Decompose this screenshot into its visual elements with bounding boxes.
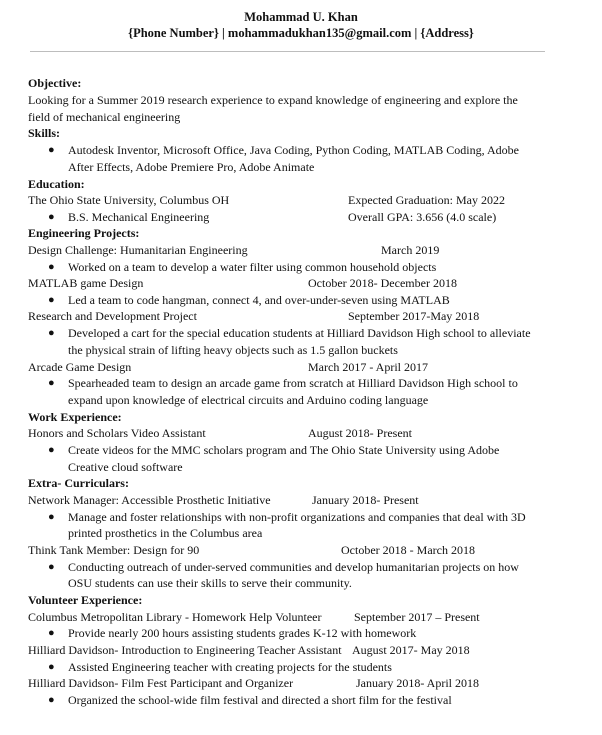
projects-heading: Engineering Projects:: [28, 226, 140, 240]
education-gpa: Overall GPA: 3.656 (4.0 scale): [348, 210, 497, 224]
project-date: March 2019: [381, 243, 440, 257]
objective-line-2: field of mechanical engineering: [28, 110, 181, 124]
work-detail: Create videos for the MMC scholars program and The Ohio State University using Adobe: [68, 443, 500, 457]
extra-date: January 2018- Present: [312, 493, 419, 507]
project-detail: Developed a cart for the special education students at Hilliard Davidson High school to alleviate: [68, 326, 531, 340]
project-title: MATLAB game Design: [28, 276, 144, 290]
extra-date: October 2018 - March 2018: [341, 543, 475, 557]
project-detail: the physical strain of lifting heavy objects such as 1.5 gallon buckets: [68, 343, 398, 357]
volunteer-title: Columbus Metropolitan Library - Homework Help Volunteer: [28, 610, 322, 624]
objective-line-1: Looking for a Summer 2019 research experience to expand knowledge of engineering and explore the: [28, 93, 518, 107]
project-date: September 2017-May 2018: [348, 309, 480, 323]
volunteer-title: Hilliard Davidson- Film Fest Participant and Organizer: [28, 676, 294, 690]
bullet-icon: ●: [48, 627, 55, 639]
education-graduation: Expected Graduation: May 2022: [348, 193, 505, 207]
work-title: Honors and Scholars Video Assistant: [28, 426, 206, 440]
extra-title: Think Tank Member: Design for 90: [28, 543, 200, 557]
project-detail: Spearheaded team to design an arcade game from scratch at Hilliard Davidson High school to: [68, 376, 518, 390]
extra-detail: OSU students can use their skills to serve their community.: [68, 576, 352, 590]
project-title: Arcade Game Design: [28, 360, 132, 374]
volunteer-detail: Provide nearly 200 hours assisting students grades K-12 with homework: [68, 626, 417, 640]
bullet-icon: ●: [48, 511, 55, 523]
bullet-icon: ●: [48, 377, 55, 389]
bullet-icon: ●: [48, 694, 55, 706]
volunteer-title: Hilliard Davidson- Introduction to Engineering Teacher Assistant: [28, 643, 342, 657]
bullet-icon: ●: [48, 444, 55, 456]
volunteer-heading: Volunteer Experience:: [28, 593, 143, 607]
bullet-icon: ●: [48, 211, 55, 223]
skills-heading: Skills:: [28, 126, 61, 140]
extra-detail: Manage and foster relationships with non-profit organizations and companies that deal with 3D: [68, 510, 526, 524]
bullet-icon: ●: [48, 144, 55, 156]
skills-line-2: After Effects, Adobe Premiere Pro, Adobe Animate: [68, 160, 315, 174]
objective-heading: Objective:: [28, 76, 82, 90]
education-degree: B.S. Mechanical Engineering: [68, 210, 210, 224]
volunteer-date: January 2018- April 2018: [356, 676, 479, 690]
volunteer-date: September 2017 – Present: [354, 610, 480, 624]
project-detail: Led a team to code hangman, connect 4, and over-under-seven using MATLAB: [68, 293, 450, 307]
education-school: The Ohio State University, Columbus OH: [28, 193, 230, 207]
project-detail: expand upon knowledge of electrical circuits and Arduino coding language: [68, 393, 429, 407]
skills-line-1: Autodesk Inventor, Microsoft Office, Java Coding, Python Coding, MATLAB Coding, Adobe: [68, 143, 519, 157]
bullet-icon: ●: [48, 661, 55, 673]
extra-title: Network Manager: Accessible Prosthetic Initiative: [28, 493, 271, 507]
volunteer-date: August 2017- May 2018: [352, 643, 470, 657]
project-title: Design Challenge: Humanitarian Engineering: [28, 243, 248, 257]
work-detail: Creative cloud software: [68, 460, 183, 474]
extra-detail: Conducting outreach of under-served communities and develop humanitarian projects on how: [68, 560, 519, 574]
header-divider: [30, 51, 545, 52]
contact-line: {Phone Number} | mohammadukhan135@gmail.com | {Address}: [128, 26, 474, 40]
project-date: October 2018- December 2018: [308, 276, 457, 290]
bullet-icon: ●: [48, 561, 55, 573]
work-date: August 2018- Present: [308, 426, 412, 440]
bullet-icon: ●: [48, 261, 55, 273]
volunteer-detail: Assisted Engineering teacher with creating projects for the students: [68, 660, 392, 674]
resume-name: Mohammad U. Khan: [244, 10, 358, 24]
extra-heading: Extra- Curriculars:: [28, 476, 129, 490]
project-date: March 2017 - April 2017: [308, 360, 428, 374]
volunteer-detail: Organized the school-wide film festival and directed a short film for the festival: [68, 693, 452, 707]
education-heading: Education:: [28, 177, 85, 191]
bullet-icon: ●: [48, 327, 55, 339]
bullet-icon: ●: [48, 294, 55, 306]
project-detail: Worked on a team to develop a water filter using common household objects: [68, 260, 437, 274]
extra-detail: printed prosthetics in the Columbus area: [68, 526, 263, 540]
project-title: Research and Development Project: [28, 309, 197, 323]
work-heading: Work Experience:: [28, 410, 122, 424]
